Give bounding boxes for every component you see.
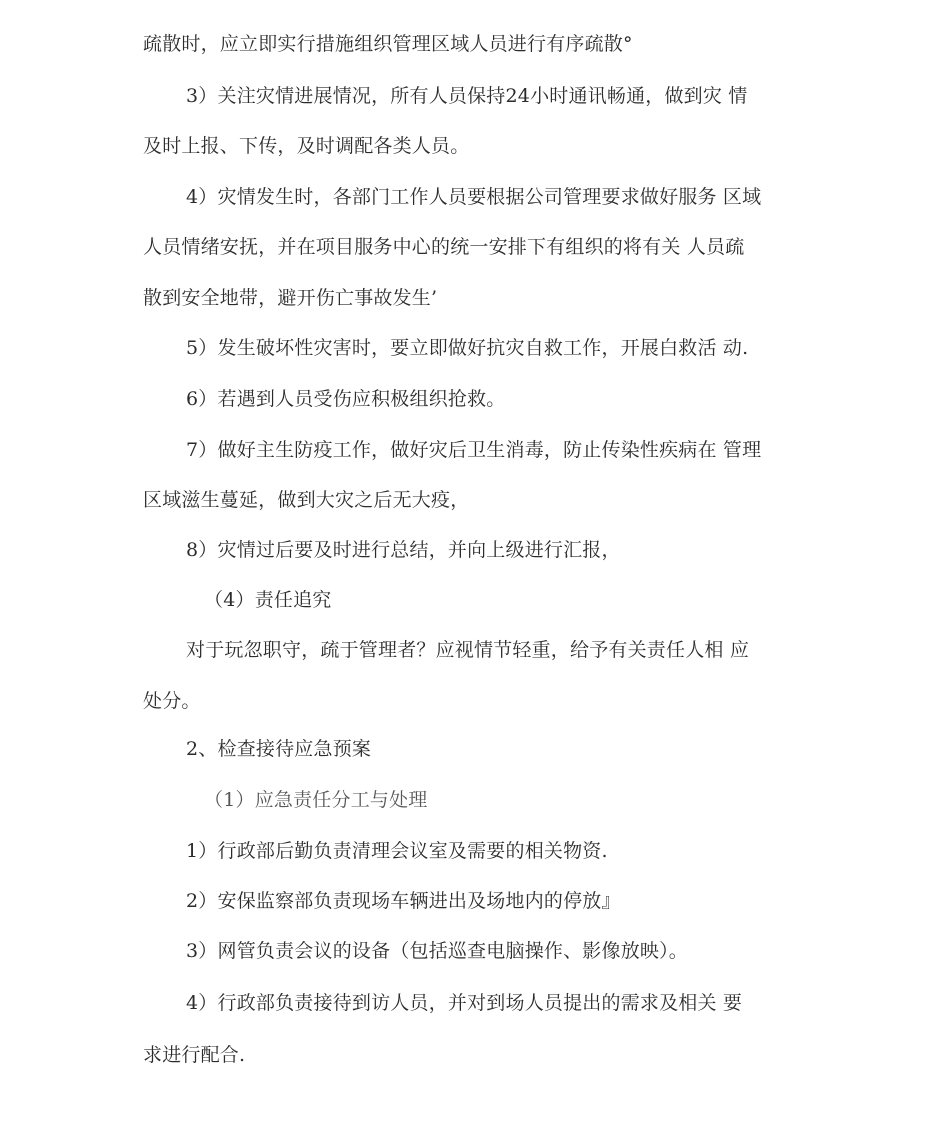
text-line: 6）若遇到人员受伤应积极组织抢救。 xyxy=(186,388,506,410)
text-line: 8）灾情过后要及时进行总结，并向上级进行汇报， xyxy=(186,539,621,561)
text-line: 求进行配合. xyxy=(143,1044,246,1066)
text-line: 1）行政部后勤负责清理会议室及需要的相关物资. xyxy=(186,840,608,862)
text-line: 散到安全地带，避开伤亡事故发生’ xyxy=(143,287,438,309)
text-line: 4）灾情发生时，各部门工作人员要根据公司管理要求做好服务 区域 xyxy=(186,186,762,208)
text-line: 对于玩忽职守，疏于管理者？应视情节轻重，给予有关责任人相 应 xyxy=(186,639,750,661)
section-heading: 2、检查接待应急预案 xyxy=(186,738,372,760)
text-line: 7）做好主生防疫工作，做好灾后卫生消毒，防止传染性疾病在 管理 xyxy=(186,439,762,461)
text-line: 3）关注灾情进展情况，所有人员保持24小时通讯畅通，做到灾 情 xyxy=(186,85,748,107)
text-line: 疏散时，应立即实行措施组织管理区域人员进行有序疏散° xyxy=(143,33,633,55)
text-line: 区域滋生蔓延，做到大灾之后无大疫， xyxy=(143,489,470,511)
text-line: 2）安保监察部负责现场车辆进出及场地内的停放』 xyxy=(186,890,621,912)
section-heading: （4）责任追究 xyxy=(204,589,332,611)
text-line: 处分。 xyxy=(143,690,201,712)
text-line: 3）网管负责会议的设备（包括巡查电脑操作、影像放映）。 xyxy=(186,940,688,962)
section-heading: （1）应急责任分工与处理 xyxy=(204,789,428,811)
text-line: 5）发生破坏性灾害时，要立即做好抗灾自救工作，开展白救活 动. xyxy=(186,337,749,359)
text-line: 及时上报、下传，及时调配各类人员。 xyxy=(143,135,470,157)
text-line: 人员情绪安抚，并在项目服务中心的统一安排下有组织的将有关 人员疏 xyxy=(143,236,745,258)
text-line: 4）行政部负责接待到访人员，并对到场人员提出的需求及相关 要 xyxy=(186,992,743,1014)
